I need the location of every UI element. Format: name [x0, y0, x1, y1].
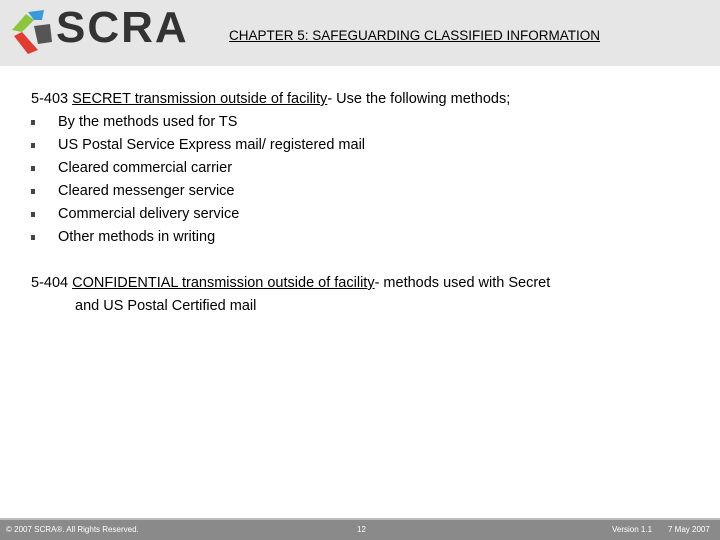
list-item-text: By the methods used for TS [58, 114, 238, 130]
list-item-text: Cleared messenger service [58, 183, 235, 199]
footer-page-number: 12 [357, 525, 366, 534]
bullet-square-icon [31, 166, 35, 171]
bullet-square-icon [31, 143, 35, 148]
list-item-text: US Postal Service Express mail/ registered mail [58, 137, 366, 153]
section-404 [31, 272, 701, 318]
list-item [31, 111, 701, 134]
section-404-number: 5-404 [31, 275, 69, 291]
slide-header [0, 0, 720, 66]
chapter-title: CHAPTER 5: SAFEGUARDING CLASSIFIED INFORMATION [229, 28, 601, 43]
list-item-text: Other methods in writing [58, 229, 216, 245]
list-item [31, 180, 701, 203]
section-404-line [31, 272, 701, 295]
bullet-square-icon [31, 120, 35, 125]
bullet-square-icon [31, 189, 35, 194]
list-item [31, 203, 701, 226]
section-404-tail: - methods used with Secret [374, 275, 551, 291]
logo-text: SCRA [56, 3, 189, 52]
section-403-bullet-list [31, 111, 701, 249]
bullet-square-icon [31, 212, 35, 217]
list-item-text: Cleared commercial carrier [58, 160, 233, 176]
slide-content [31, 88, 701, 318]
list-item [31, 134, 701, 157]
footer-version: Version 1.1 [612, 525, 653, 534]
section-404-heading: CONFIDENTIAL transmission outside of facility [72, 275, 375, 291]
list-item-text: Commercial delivery service [58, 206, 240, 222]
section-403-heading: SECRET transmission outside of facility [72, 91, 328, 107]
slide-footer [0, 520, 720, 540]
section-404-line2: and US Postal Certified mail [75, 298, 257, 314]
section-403-tail: - Use the following methods; [327, 91, 511, 107]
bullet-square-icon [31, 235, 35, 240]
list-item [31, 157, 701, 180]
footer-date: 7 May 2007 [668, 525, 710, 534]
footer-copyright: © 2007 SCRA®. All Rights Reserved. [6, 525, 139, 534]
list-item [31, 226, 701, 249]
section-403-line [31, 88, 701, 111]
section-403-number: 5-403 [31, 91, 69, 107]
